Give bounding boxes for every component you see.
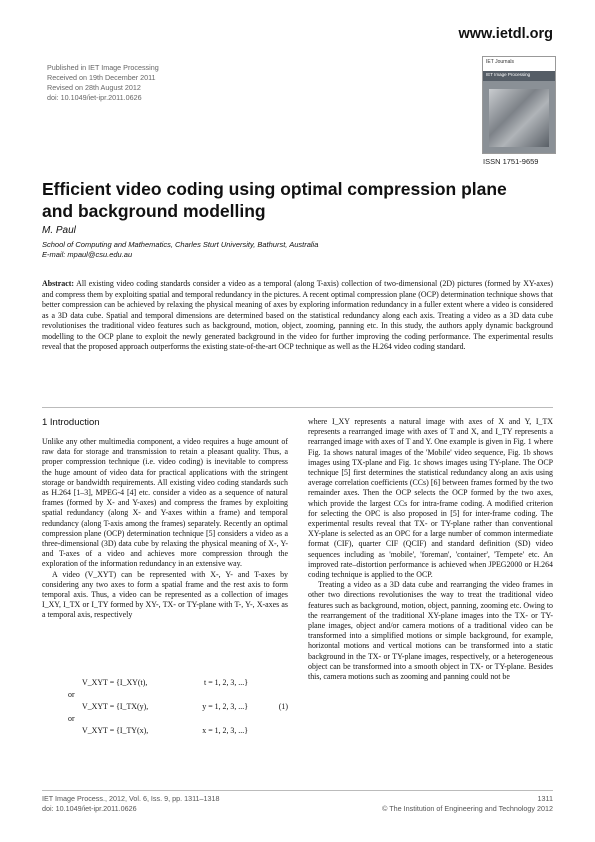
meta-received: Received on 19th December 2011 [47,73,156,82]
equation-line: V_XYT = {I_TY(x), x = 1, 2, 3, ...} [82,726,248,735]
intro-paragraph-4: Treating a video as a 3D data cube and rearranging the video frames in other two directions revolutionises the way to treat the traditional video features such as background, motion, object, panning, zooming etc. Owing to the rearrangement of the traditional XY-plane images into the TX- or TY-plane images, object and/or camera motions of a traditional video can be transformed into a simplified motions or simple background, for example, horizontal motions and vertical motions can be transformed into a static background in the TX- or TY-plane images, respectively, or a heterogeneous object can be transformed into a smooth object in TX- or TY-plane. Besides this, camera motions such as zooming and panning could not be [308,580,553,682]
column-left [42,437,288,621]
author-affiliation [42,240,318,260]
meta-published: Published in IET Image Processing [47,63,159,72]
page-number: 1311 [537,794,553,803]
cover-brand: IET Journals [486,59,514,65]
article-title: Efficient video coding using optimal compression plane and background modelling [42,179,507,221]
meta-doi: doi: 10.1049/iet-ipr.2011.0626 [47,93,142,102]
affiliation: School of Computing and Mathematics, Charles Sturt University, Bathurst, Australia [42,240,319,249]
journal-cover-image [482,56,556,154]
abstract-text: All existing video coding standards consider a video as a temporal (along T-axis) collection of two-dimensional (2D) pictures (formed by XY-axes) and compress them by exploiting spatial and temporal redundancy in the pictures. A recent optimal compression plane (OCP) determination technique shows that better compression can be achieved by relaxing the physical meaning of axes by exploring information redundancy in a fuller extent where a video is considered as a 3D data cube. Spatial and temporal dimensions are determined based on the statistical redundancy along each axis. Treating a video as a 3D data cube revolutionises the traditional video features such as background, motion, object, zooming, panning etc. In this study, the authors apply dynamic background modelling to the OCP plane to exploit the newly generated background in the video for further improving the coding performance. The experimental results reveal that the proposed approach outperforms the existing state-of-the-art OCP technique as well as the H.264 video coding standard. [42,279,553,351]
column-right [308,417,553,682]
author-name: M. Paul [42,225,76,236]
section-heading: 1 Introduction [42,417,100,428]
intro-paragraph-3: where I_XY represents a natural image with axes of X and Y, I_TX represents a rearranged image with axes of T and X, and I_TY represents a rearranged image with axes of T and Y. One example is given in Fig. 1 where Fig. 1a shows natural images of the 'Mobile' video sequence, Fig. 1b shows images using TX-plane and Fig. 1c shows images using TY-plane. The OCP technique [5] first determines the statistical redundancy along an axis using average correlation coefficients (CCs) [6] between frames formed by the two remainder axes. Then the OCP selects the OCP formed by the two axes, which provide the largest CCs for intra-frame coding. A modified criterion for selecting the OPC is also proposed in [5] for inter-frame coding. The experimental results reveal that TX- or TY-plane rather than conventional XY-plane is selected as an OPC for a large number of common intermediate format (CIF), quarter CIF (QCIF) and standard definition (SD) video sequences including as 'mobile', 'foreman', 'container', 'Tempete' etc. An improved rate–distortion performance is achieved when JPEG2000 or H.264 coding technique is applied to the OCP. [308,417,553,580]
intro-paragraph-2: A video (V_XYT) can be represented with X-, Y- and T-axes by considering any two axes to form a spatial frame and the rest axis to form temporal axis. Thus, a video can be represented as a collection of images I_XY, I_TX or I_TY formed by XY-, TX- or TY-plane with T-, Y-, X-axes as a temporal axis, respectively [42,569,288,620]
equation-line: or [68,714,75,723]
footer-left [42,794,220,814]
footer-doi: doi: 10.1049/iet-ipr.2011.0626 [42,804,137,813]
abstract-label: Abstract: [42,279,74,288]
cover-journal-title: IET Image Processing [486,72,531,77]
footer-citation: IET Image Process., 2012, Vol. 6, Iss. 9, pp. 1311–1318 [42,794,220,803]
abstract [42,279,553,353]
intro-paragraph-1: Unlike any other multimedia component, a video requires a huge amount of raw data for storage and transmission to retain a pleasant quality. Thus, a proper compression technique (i.e. video coding) is inevitable to compress the huge amount of video data for practical applications with the stringent storage or bandwidth requirements. All existing video coding standards such as H.264 [1–3], MPEG-4 [4] etc. consider a video as a sequence of natural frames (formed by X- and Y-axes) and compress the frames by exploiting spatial redundancy (along X- and Y-axes within a frame) and temporal redundancy (along T-axis among the frames) separately. Recently an optimal compression plane (OCP) determination technique [5] considers a video as a three-dimensional (3D) data cube by relaxing the physical meaning of X-, Y- and T-axes of a video and achieves more compression through the exploration of the information redundancy in an extensive way. [42,437,288,569]
equation-line: V_XYT = {I_TX(y), y = 1, 2, 3, ...} [82,702,248,711]
equation-block [68,677,288,737]
copyright: © The Institution of Engineering and Technology 2012 [382,804,553,813]
equation-line: or [68,690,75,699]
footer-right [382,794,553,814]
journal-website[interactable]: www.ietdl.org [458,26,553,42]
author-email[interactable]: E-mail: mpaul@csu.edu.au [42,250,133,259]
equation-line: V_XYT = {I_XY(t), t = 1, 2, 3, ...} [82,678,248,687]
section-divider [42,407,553,408]
equation-number: (1) [278,702,288,711]
meta-revised: Revised on 28th August 2012 [47,83,141,92]
footer-divider [42,790,553,791]
publication-meta [47,63,159,103]
cover-artwork [489,89,549,147]
issn: ISSN 1751-9659 [483,157,539,166]
